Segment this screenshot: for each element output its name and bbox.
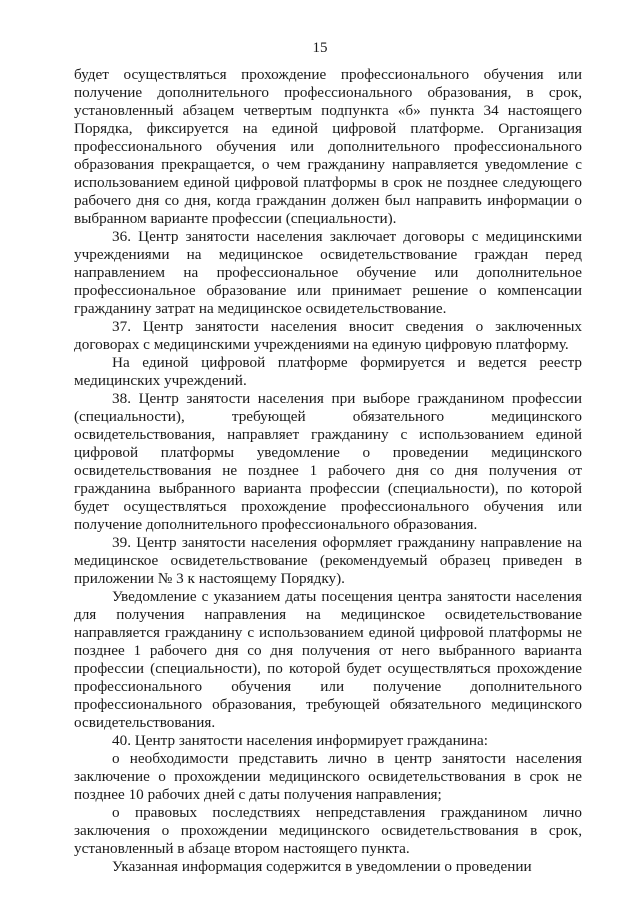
document-body [74,66,582,876]
paragraph-notification: Уведомление с указанием даты посещения центра занятости населения для получения направления на медицинское освидетельствование направляется гражданину с использованием единой цифровой платформы не позднее 1 рабочего дня со дня получения от него выбранного варианта профессии (специальности), по которой будет осуществляться прохождение профессионального обучения или получение дополнительного профессионального образования, требующей обязательного медицинского освидетельствования. [74,588,582,731]
paragraph-item-40: 40. Центр занятости населения информирует гражданина: [112,732,488,749]
paragraph-item-40-point-2: о правовых последствиях непредставления гражданином лично заключения о прохождении медицинского освидетельствования в срок, установленный в абзаце втором настоящего пункта. [74,804,582,857]
paragraph-info-note: Указанная информация содержится в уведомлении о проведении [112,858,532,875]
paragraph-item-39: 39. Центр занятости населения оформляет гражданину направление на медицинское освидетельствование (рекомендуемый образец приведен в приложении № 3 к настоящему Порядку). [74,534,582,587]
paragraph-item-36: 36. Центр занятости населения заключает договоры с медицинскими учреждениями на медицинское освидетельствование граждан перед направлением на профессиональное обучение или дополнительное профессиональное образование или принимает решение о компенсации гражданину затрат на медицинское освидетельствование. [74,228,582,317]
paragraph-item-40-point-1: о необходимости представить лично в центр занятости населения заключение о прохождении медицинского освидетельствования в срок не позднее 10 рабочих дней с даты получения направления; [74,750,582,803]
paragraph-item-38: 38. Центр занятости населения при выборе гражданином профессии (специальности), требующей обязательного медицинского освидетельствования, направляет гражданину с использованием единой цифровой платформы уведомление о проведении медицинского освидетельствования не позднее 1 рабочего дня со дня получения от гражданина выбранного варианта профессии (специальности), по которой будет осуществляться прохождение профессионального обучения или получение дополнительного профессионального образования. [74,390,582,533]
paragraph-item-37: 37. Центр занятости населения вносит сведения о заключенных договорах с медицинскими учреждениями на единую цифровую платформу. [74,318,582,353]
page-number: 15 [312,40,328,56]
paragraph-registry: На единой цифровой платформе формируется и ведется реестр медицинских учреждений. [74,354,582,389]
paragraph-continuation: будет осуществляться прохождение профессионального обучения или получение дополнительного профессионального образования, в срок, установленный абзацем четвертым подпункта «б» пункта 34 настоящего Порядка, фиксируется на единой цифровой платформе. Организация профессионального обучения или дополнительного профессионального образования прекращается, о чем гражданину направляется уведомление с использованием единой цифровой платформы в срок не позднее следующего рабочего дня со дня, когда гражданин должен был направить информации о выбранном варианте профессии (специальности). [74,66,582,227]
